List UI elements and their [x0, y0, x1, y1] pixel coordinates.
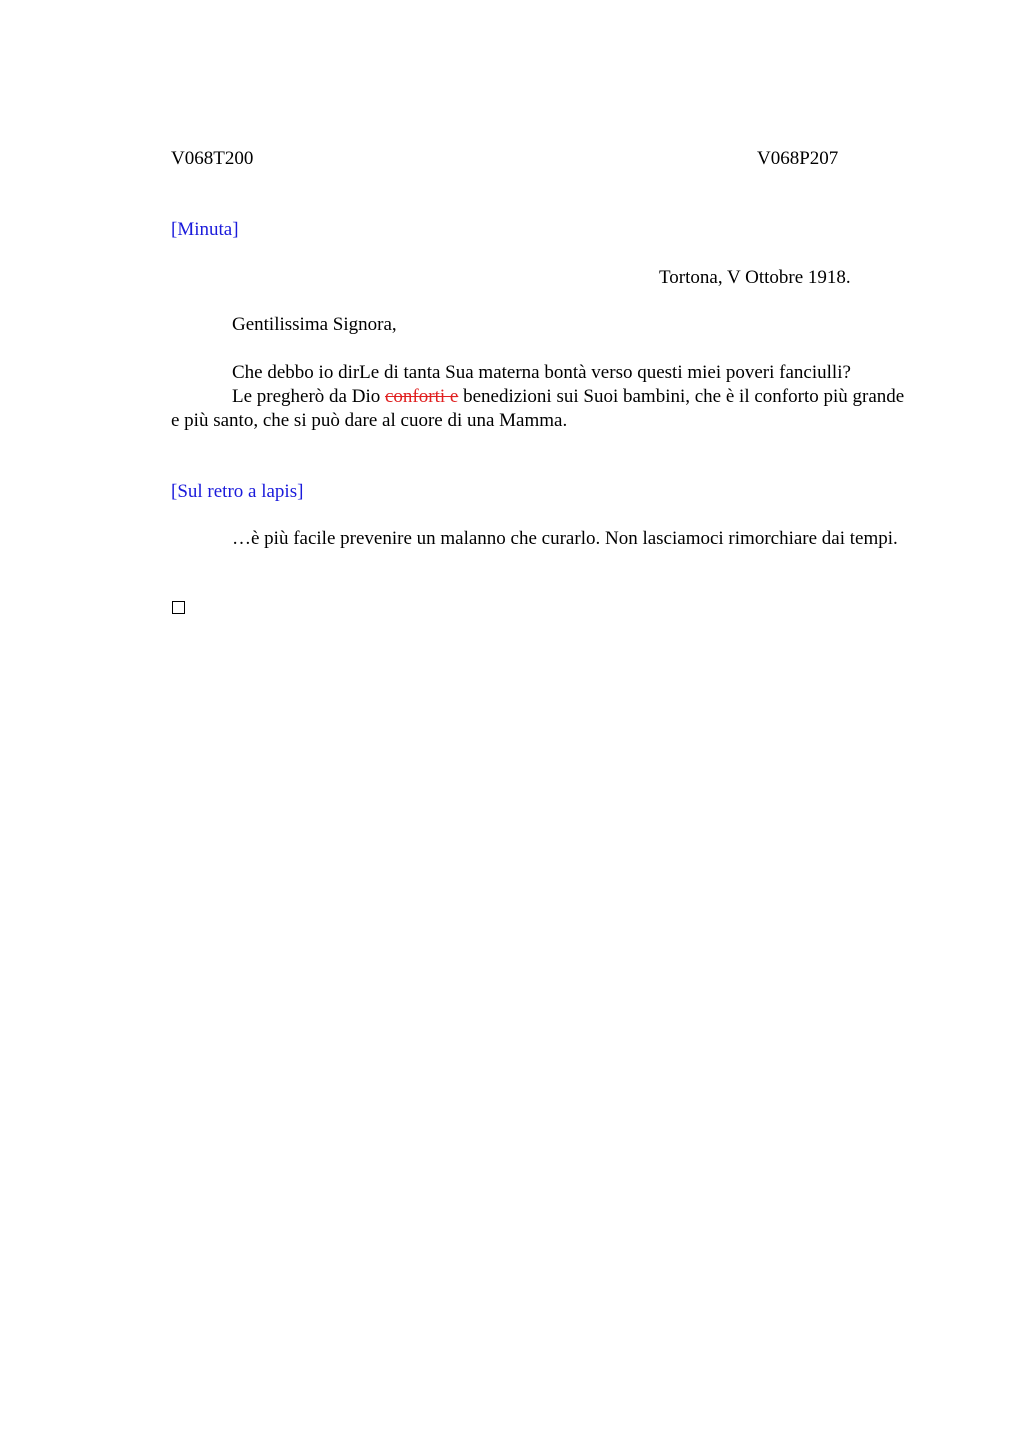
editorial-note-retro: [Sul retro a lapis]	[171, 481, 304, 502]
retro-paragraph: …è più facile prevenire un malanno che curarlo. Non lasciamoci rimorchiare dai tempi.	[232, 528, 898, 549]
letter-paragraph-1: Che debbo io dirLe di tanta Sua materna bontà verso questi miei poveri fanciulli?	[232, 362, 851, 383]
paragraph-2-text-before: Le pregherò da Dio	[232, 386, 385, 407]
letter-dateline: Tortona, V Ottobre 1918.	[659, 267, 851, 288]
document-code-right: V068P207	[757, 148, 839, 169]
letter-paragraph-2	[171, 385, 905, 433]
editorial-note-minuta: [Minuta]	[171, 219, 239, 240]
struck-through-text: conforti e	[385, 386, 459, 407]
letter-salutation: Gentilissima Signora,	[232, 314, 397, 335]
document-code-left: V068T200	[171, 148, 254, 169]
square-box-icon	[172, 601, 185, 614]
paragraph-2-text-after: benedizioni sui Suoi bambini, che è il conforto più grande e più santo, che si può dare al cuore di una Mamma.	[171, 386, 905, 431]
